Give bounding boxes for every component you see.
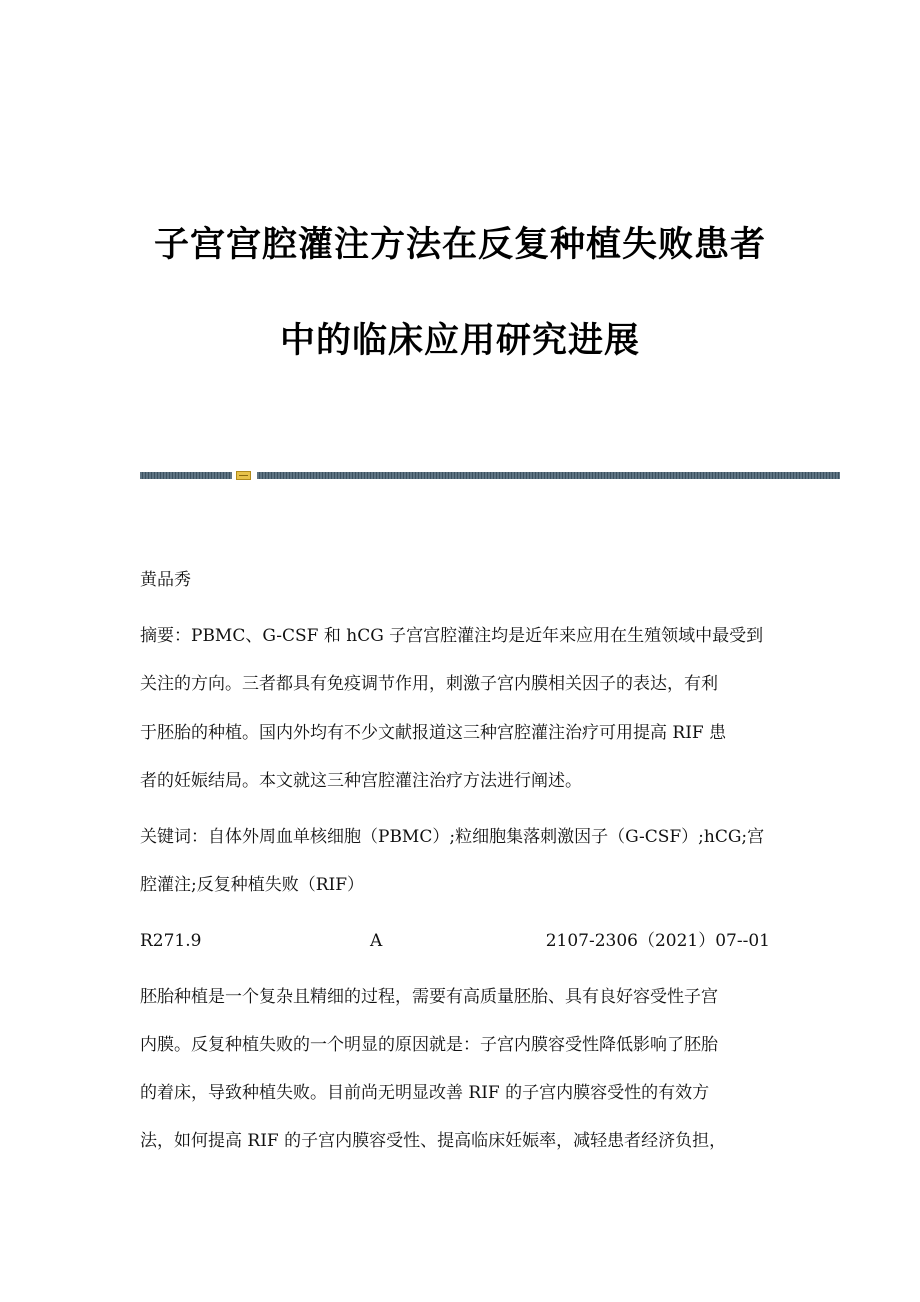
- divider-bar-right: [257, 472, 840, 479]
- abstract-line: 摘要：PBMC、G-CSF 和 hCG 子宫宫腔灌注均是近年来应用在生殖领域中最受到: [140, 626, 764, 646]
- clc-number: R271.9: [140, 931, 202, 951]
- abstract-line: 于胚胎的种植。国内外均有不少文献报道这三种宫腔灌注治疗可用提高 RIF 患: [140, 723, 727, 743]
- keywords-line: 腔灌注;反复种植失败（RIF）: [140, 875, 365, 895]
- keywords-line: 关键词：自体外周血单核细胞（PBMC）;粒细胞集落刺激因子（G-CSF）;hCG;宫: [140, 827, 765, 847]
- classification-row: [140, 929, 770, 953]
- divider-ornament-icon: [236, 471, 251, 480]
- body-line: 胚胎种植是一个复杂且精细的过程，需要有高质量胚胎、具有良好容受性子宫: [140, 987, 718, 1007]
- abstract-line: 者的妊娠结局。本文就这三种宫腔灌注治疗方法进行阐述。: [140, 771, 582, 791]
- body-line: 法，如何提高 RIF 的子宫内膜容受性、提高临床妊娠率，减轻患者经济负担，: [140, 1131, 727, 1151]
- title-divider: [140, 471, 840, 480]
- divider-bar-left: [140, 472, 232, 479]
- body-line: 的着床，导致种植失败。目前尚无明显改善 RIF 的子宫内膜容受性的有效方: [140, 1083, 710, 1103]
- document-code: A: [370, 931, 383, 951]
- author-name: 黄品秀: [140, 570, 191, 590]
- abstract-line: 关注的方向。三者都具有免疫调节作用，刺激子宫内膜相关因子的表达，有利: [140, 674, 718, 694]
- title-line-2: 中的临床应用研究进展: [279, 321, 640, 361]
- title-line-1: 子宫宫腔灌注方法在反复种植失败患者: [153, 225, 766, 265]
- body-line: 内膜。反复种植失败的一个明显的原因就是：子宫内膜容受性降低影响了胚胎: [140, 1035, 718, 1055]
- article-id: 2107-2306（2021）07--01: [545, 931, 770, 951]
